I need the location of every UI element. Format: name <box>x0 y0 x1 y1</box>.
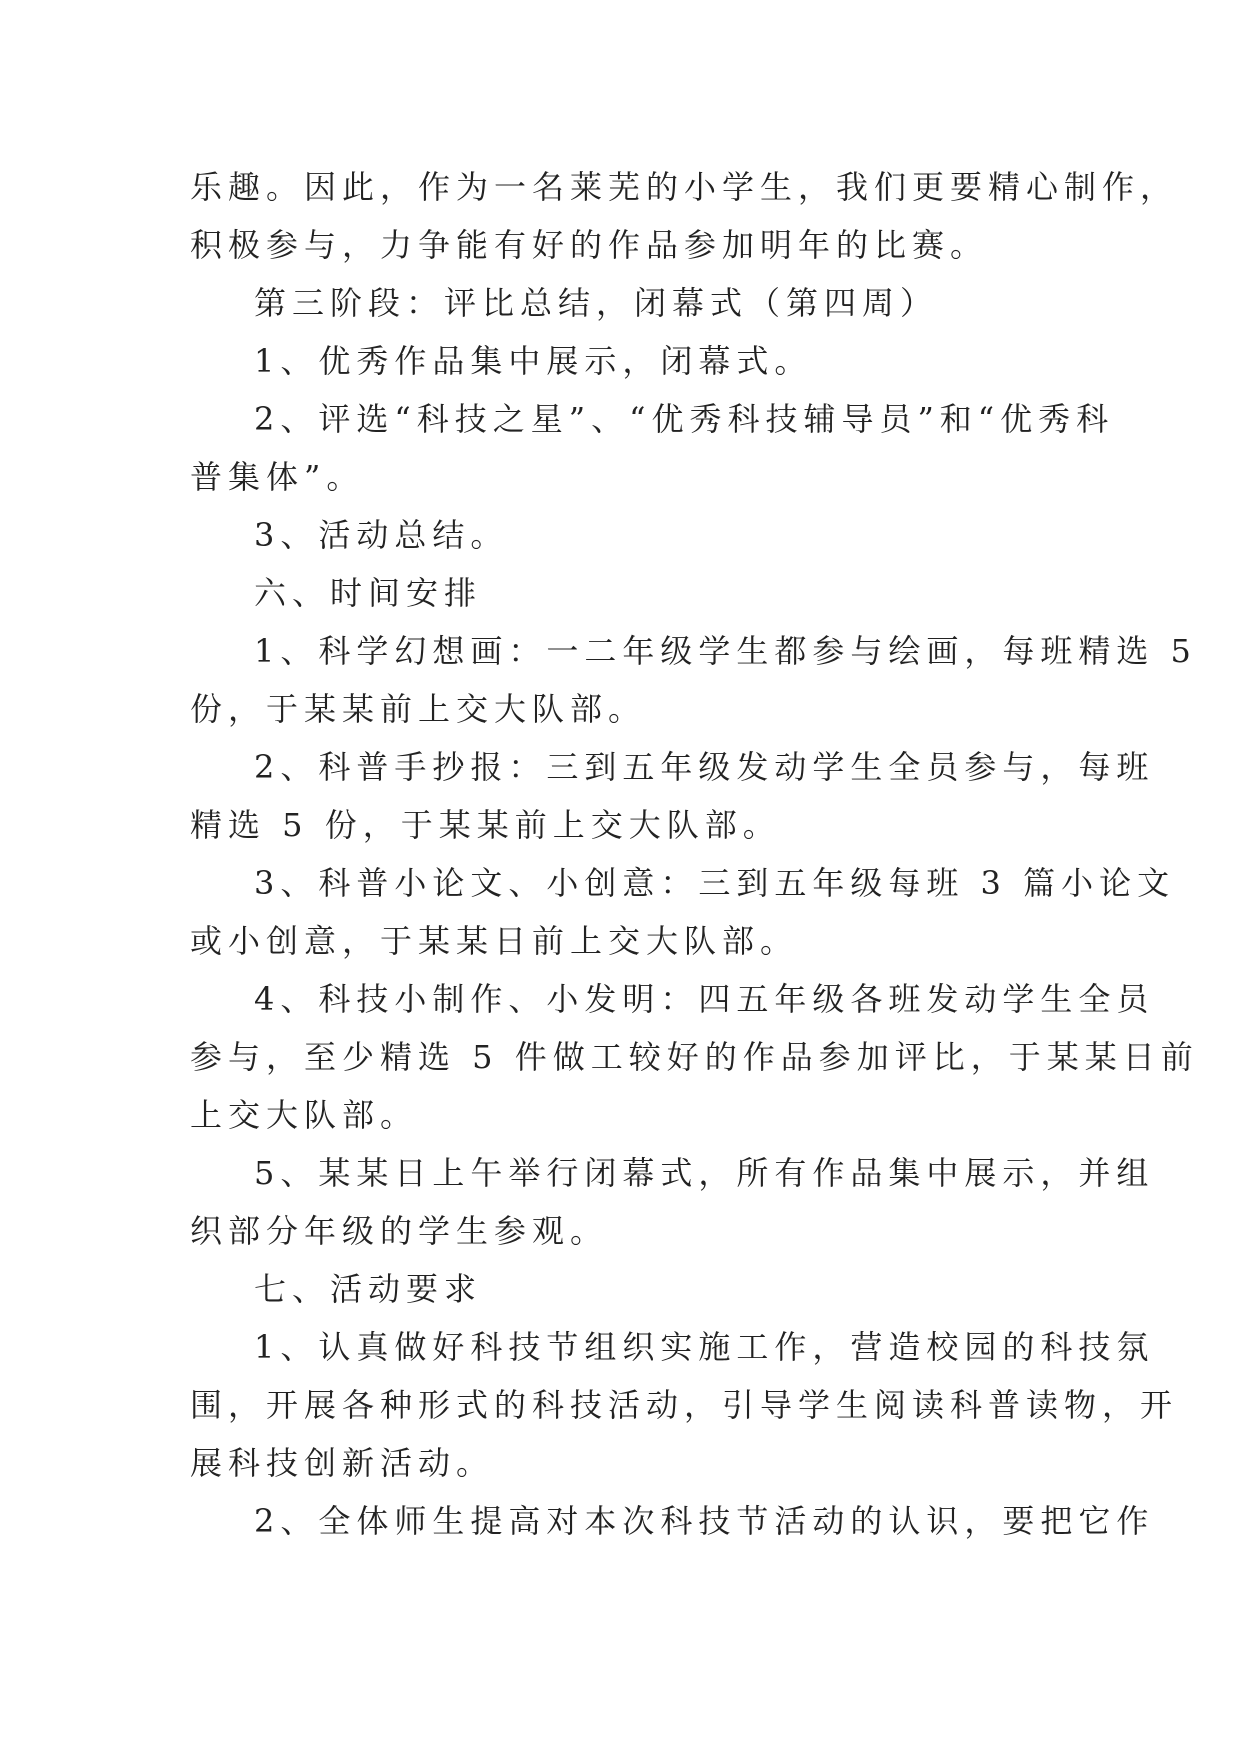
text-line: 展科技创新活动。 <box>190 1444 495 1482</box>
text-line: 1、优秀作品集中展示，闭幕式。 <box>254 342 813 380</box>
text-line: 3、科普小论文、小创意：三到五年级每班 3 篇小论文 <box>254 864 1176 902</box>
text-line: 4、科技小制作、小发明：四五年级各班发动学生全员 <box>254 980 1155 1018</box>
text-line: 织部分年级的学生参观。 <box>190 1212 609 1250</box>
text-line: 1、认真做好科技节组织实施工作，营造校园的科技氛 <box>254 1328 1155 1366</box>
text-line: 参与，至少精选 5 件做工较好的作品参加评比，于某某日前 <box>190 1038 1199 1076</box>
text-line: 2、评选“科技之星”、“优秀科技辅导员”和“优秀科 <box>254 400 1115 438</box>
text-line: 积极参与，力争能有好的作品参加明年的比赛。 <box>190 226 989 264</box>
text-line: 3、活动总结。 <box>254 516 509 554</box>
text-line: 2、科普手抄报：三到五年级发动学生全员参与，每班 <box>254 748 1155 786</box>
text-line: 围，开展各种形式的科技活动，引导学生阅读科普读物，开 <box>190 1386 1179 1424</box>
document-body <box>190 158 1199 1550</box>
text-line: 精选 5 份，于某某前上交大队部。 <box>190 806 781 844</box>
text-line: 份，于某某前上交大队部。 <box>190 690 647 728</box>
text-line: 乐趣。因此，作为一名莱芜的小学生，我们更要精心制作， <box>190 168 1179 206</box>
text-line: 2、全体师生提高对本次科技节活动的认识，要把它作 <box>254 1502 1155 1540</box>
section-heading: 六、时间安排 <box>254 574 483 612</box>
text-line: 上交大队部。 <box>190 1096 419 1134</box>
text-line: 普集体”。 <box>190 458 365 496</box>
section-heading: 第三阶段：评比总结，闭幕式（第四周） <box>254 284 939 322</box>
text-line: 5、某某日上午举行闭幕式，所有作品集中展示，并组 <box>254 1154 1155 1192</box>
text-line: 或小创意，于某某日前上交大队部。 <box>190 922 799 960</box>
text-line: 1、科学幻想画：一二年级学生都参与绘画，每班精选 5 <box>254 632 1197 670</box>
section-heading: 七、活动要求 <box>254 1270 483 1308</box>
